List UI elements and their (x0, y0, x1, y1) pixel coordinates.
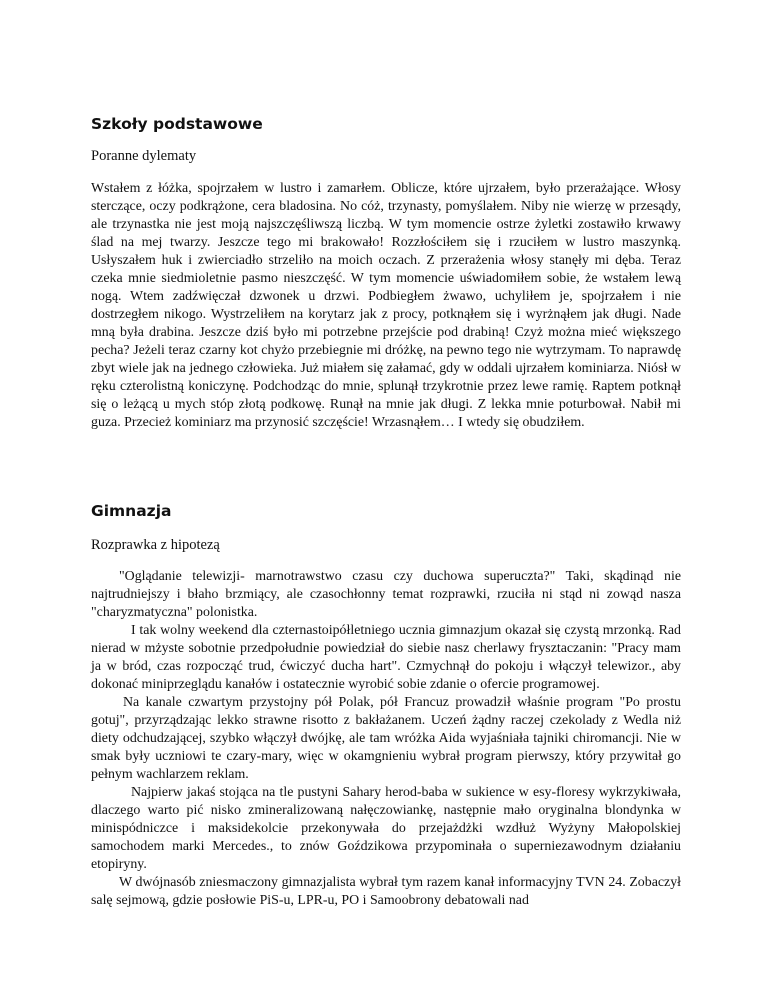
subtitle-morning-dilemmas: Poranne dylematy (91, 148, 197, 164)
essay-paragraph-2: I tak wolny weekend dla czternastoipółletniego ucznia gimnazjum okazał się czystą mrzonką. Rad nierad w mżyste sobotnie przedpołudnie powiedział do siebie nasz cherlawy frysztaczanin: "Pracy mam ja w bród, czas rozpocząć trud, ćwiczyć ducha hart". Czmychnął do pokoju i włączył telewizor., aby dokonać miniprzeglądu kanałów i ostatecznie wyrobić sobie zdanie o ofercie programowej. (91, 623, 681, 692)
paragraph-morning-dilemmas: Wstałem z łóżka, spojrzałem w lustro i zamarłem. Oblicze, które ujrzałem, było przerażające. Włosy sterczące, oczy podkrążone, cera bladosina. No cóż, trzynasty, pomyślałem. Niby nie wierzę w przesądy, ale trzynastka nie jest moją najszczęśliwszą liczbą. W tym momencie ostrze żyletki zostawiło krwawy ślad na mej twarzy. Jeszcze tego mi brakowało! Rozzłościłem się i rzuciłem w lustro maszynką. Usłyszałem huk i zwierciadło strzeliło na moich oczach. Z przerażenia włosy stanęły mi dęba. Teraz czeka mnie siedmioletnie pasmo nieszczęść. W tym momencie uświadomiłem sobie, że wstałem lewą nogą. Wtem zadźwięczał dzwonek u drzwi. Podbiegłem żwawo, uchyliłem je, spojrzałem i nie dostrzegłem nikogo. Wystrzeliłem na korytarz jak z procy, potknąłem się i wyrżnąłem jak długi. Nade mną była drabina. Jeszcze dziś było mi potrzebne przejście pod drabiną! Czyż można mieć większego pecha? Jeżeli teraz czarny kot chyżo przebiegnie mi dróżkę, na pewno tego nie wytrzymam. To naprawdę zbyt wiele jak na jednego człowieka. Już miałem się załamać, gdy w oddali ujrzałem kominiarza. Niósł w ręku czterolistną koniczynę. Podchodząc do mnie, splunął trzykrotnie przez lewe ramię. Raptem potknął się o leżącą u mych stóp złotą podkowę. Runął na mnie jak długi. Z lekka mnie poturbował. Nabił mi guza. Przecież kominiarz ma przynosić szczęście! Wrzasnąłem… I wtedy się obudziłem. (91, 181, 681, 430)
section-title-primary-schools: Szkoły podstawowe (91, 115, 263, 133)
essay-paragraph-5: W dwójnasób zniesmaczony gimnazjalista wybrał tym razem kanał informacyjny TVN 24. Zobaczył salę sejmową, gdzie posłowie PiS-u, LPR-u, PO i Samoobrony debatowali nad (91, 875, 681, 908)
essay-body (91, 568, 681, 910)
section-title-middle-schools: Gimnazja (91, 502, 172, 520)
essay-paragraph-1: "Oglądanie telewizji- marnotrawstwo czasu czy duchowa superuczta?" Taki, skądinąd nie najtrudniejszy i błaho brzmiący, ale czasochłonny temat rozprawki, rzuciła ni stąd ni zowąd nasza "charyzmatyczna" polonistka. (91, 569, 681, 620)
subtitle-hypothesis-essay: Rozprawka z hipotezą (91, 537, 220, 553)
essay-paragraph-3: Na kanale czwartym przystojny pół Polak, pół Francuz prowadził właśnie program "Po prostu gotuj", przyrządzając lekko strawne risotto z bakłażanem. Uczeń żądny raczej czekolady z Wedla niż diety odchudzającej, szybko włączył dwójkę, ale tam wróżka Aida wyjaśniała tajniki chiromancji. Nie w smak były uczniowi te czary-mary, więc w okamgnieniu wybrał program pierwszy, który przywitał go pełnym wachlarzem reklam. (91, 695, 681, 782)
essay-paragraph-4: Najpierw jakaś stojąca na tle pustyni Sahary herod-baba w sukience w esy-floresy wykrzykiwała, dlaczego warto pić nisko zmineralizowaną nałęczowiankę, następnie mało oryginalna blondynka w minispódniczce i maksidekolcie przekonywała do przejażdżki wzdłuż Wyżyny Małopolskiej samochodem marki Mercedes., to znów Goździkowa przypominała o superniezawodnym działaniu etopiryny. (91, 785, 681, 872)
